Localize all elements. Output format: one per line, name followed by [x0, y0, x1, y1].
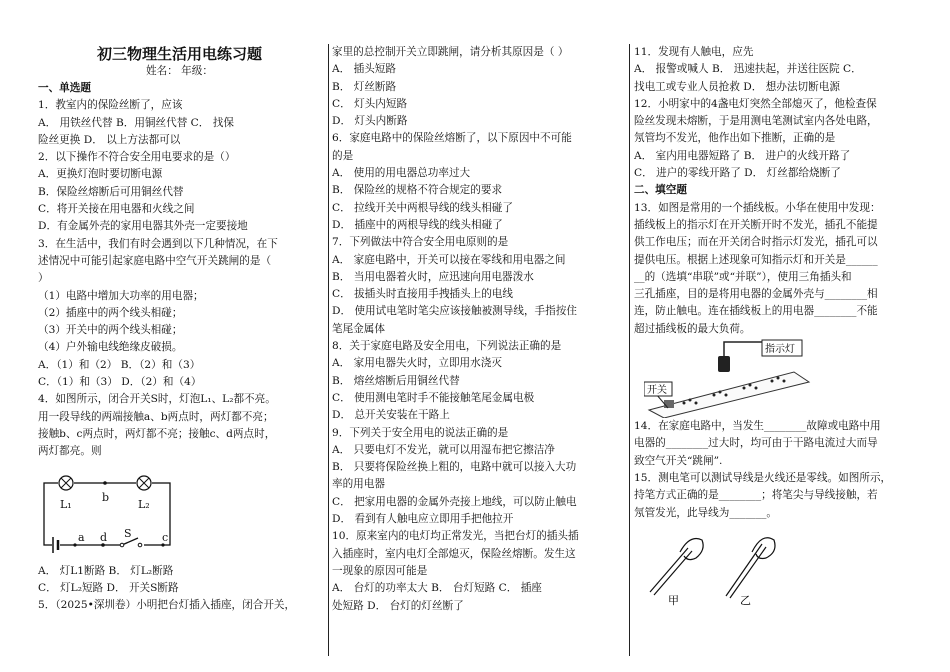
label-jia: 甲	[668, 593, 679, 606]
text-line: C． 进户的零线开路了 D． 灯丝都给烧断了	[634, 167, 841, 180]
section-heading: 一、单选题	[38, 82, 91, 94]
text-line: 3．在生活中，我们有时会遇到以下几种情况，在下	[38, 237, 278, 250]
text-line: C． 拔插头时直接用手拽插头上的电线	[332, 288, 513, 301]
text-line: 险丝更换 D． 以上方法都可以	[38, 133, 181, 146]
text-line: 10．原来室内的电灯均正常发光，当把台灯的插头插	[332, 530, 579, 543]
text-line: 致空气开关“跳闸”.	[634, 454, 723, 467]
text-line: C． 灯头内短路	[332, 97, 408, 110]
text-line: D．有金属外壳的家用电器其外壳一定要接地	[38, 220, 248, 233]
text-line: 13．如图是常用的一个插线板。小华在使用中发现：	[634, 201, 881, 214]
text-line: 持笔方式正确的是________；将笔尖与导线接触，若	[634, 489, 878, 502]
text-line: B． 熔丝熔断后用铜丝代替	[332, 374, 460, 387]
text-line: B． 只要将保险丝换上粗的，电路中就可以接入大功	[332, 461, 577, 474]
text-line: D． 灯头内断路	[332, 115, 408, 128]
column-2	[332, 44, 624, 652]
text-line: 插线板上的指示灯在开关断开时不发光，插孔不能提	[634, 218, 878, 231]
label-l2: L₂	[138, 497, 150, 511]
text-line: A． 台灯的功率太大 B． 台灯短路 C． 插座	[332, 582, 542, 595]
column-3	[634, 44, 922, 652]
text-line: 14．在家庭电路中，当发生________故障或电路中用	[634, 420, 881, 433]
text-line: 率的用电器	[332, 478, 385, 491]
text-line: A． 家庭电路中，开关可以接在零线和用电器之间	[332, 253, 566, 266]
text-line: C． 灯L₂短路 D． 开关S断路	[38, 581, 179, 594]
text-line: C． 使用测电笔时手不能接触笔尾金属电极	[332, 391, 535, 404]
text-line: 6．家庭电路中的保险丝熔断了，以下原因中不可能	[332, 132, 572, 145]
text-line: 笔尾金属体	[332, 322, 385, 335]
text-line: 氖管均不发光，他作出如下推断，正确的是	[634, 132, 836, 145]
text-line: 5．（2025•深圳卷）小明把台灯插入插座，闭合开关，	[38, 599, 296, 612]
text-line: C． 把家用电器的金属外壳接上地线，可以防止触电	[332, 495, 577, 508]
text-line: 险丝发现未熔断，于是用测电笔测试室内各处电路，	[634, 115, 878, 128]
indicator-lamp-icon	[718, 356, 730, 372]
text-line: 9．下列关于安全用电的说法正确的是	[332, 426, 509, 439]
text-line: 7．下列做法中符合安全用电原则的是	[332, 236, 509, 249]
column-divider	[328, 44, 329, 656]
text-line: A． 用铁丝代替 B．用铜丝代替 C． 找保	[38, 116, 234, 129]
text-line: 15．测电笔可以测试导线是火线还是零线。如图所示，	[634, 471, 892, 484]
text-line: 4．如图所示，闭合开关S时，灯泡L₁、L₂都不亮。	[38, 393, 276, 406]
text-line: 11．发现有人触电，应先	[634, 46, 754, 58]
text-line: 接触b、c两点时，两灯都不亮；接触c、d两点时，	[38, 427, 276, 440]
text-line: A． 报警或喊人 B． 迅速扶起，并送往医院 C．	[634, 63, 862, 76]
text-line: 8．关于家庭电路及安全用电，下列说法正确的是	[332, 340, 562, 353]
text-line: __的（选填“串联”或“并联”），使用三角插头和	[634, 270, 852, 283]
text-line: D． 插座中的两根导线的线头相碰了	[332, 218, 503, 231]
text-line: A．（1）和（2） B．（2）和（3）	[38, 358, 201, 371]
text-line: （2）插座中的两个线头相碰；	[38, 306, 183, 319]
label-l1: L₁	[60, 497, 72, 511]
text-line: （4）户外输电线绝缘皮破损。	[38, 341, 183, 354]
text-line: （1）电路中增加大功率的用电器；	[38, 289, 204, 302]
switch-icon	[664, 400, 674, 408]
text-line: D． 看到有人触电应立即用手把他拉开	[332, 513, 514, 526]
text-line: B． 当用电器着火时，应迅速向用电器泼水	[332, 270, 534, 283]
power-strip-figure	[644, 338, 814, 418]
text-line: 供工作电压；而在开关闭合时指示灯发光，插孔可以	[634, 236, 878, 249]
text-line: 两灯都亮。则	[38, 445, 102, 458]
circuit-diagram	[38, 461, 178, 563]
label-switch: 开关	[647, 385, 667, 397]
text-line: B．保险丝熔断后可用铜丝代替	[38, 185, 184, 198]
text-line: B． 保险丝的规格不符合规定的要求	[332, 184, 503, 197]
text-line: ）	[38, 272, 49, 285]
text-line: A． 室内用电器短路了 B． 进户的火线开路了	[634, 149, 851, 162]
label-c: c	[162, 530, 169, 544]
text-line: 找电工或专业人员抢救 D． 想办法切断电源	[634, 80, 840, 93]
text-line: 三孔插座，目的是将用电器的金属外壳与________相	[634, 288, 878, 301]
text-line: A． 家用电器失火时，立即用水浇灭	[332, 357, 502, 370]
text-line: 12．小明家中的4盏电灯突然全部熄灭了，他检查保	[634, 97, 877, 110]
text-line: 2．以下操作不符合安全用电要求的是（）	[38, 151, 236, 164]
text-line: 处短路 D． 台灯的灯丝断了	[332, 599, 464, 612]
text-line: A． 只要电灯不发光，就可以用湿布把它擦洁净	[332, 443, 555, 456]
label-s: S	[124, 526, 132, 540]
label-yi: 乙	[740, 593, 751, 606]
text-line: C．将开关接在用电器和火线之间	[38, 203, 195, 216]
text-line: A． 插头短路	[332, 63, 396, 76]
text-line: 一现象的原因可能是	[332, 564, 428, 577]
text-line: D． 总开关安装在干路上	[332, 409, 450, 422]
label-b: b	[102, 490, 110, 504]
text-line: （3）开关中的两个线头相碰；	[38, 324, 183, 337]
text-line: A． 灯L1断路 B． 灯L₂断路	[38, 564, 174, 577]
label-indicator: 指示灯	[765, 344, 795, 356]
text-line: B． 灯丝断路	[332, 80, 397, 93]
column-divider	[629, 44, 630, 656]
text-line: C． 拉线开关中两根导线的线头相碰了	[332, 201, 513, 214]
page-title: 初三物理生活用电练习题	[96, 45, 262, 63]
text-line: 入插座时，室内电灯全部熄灭，保险丝熔断。发生这	[332, 547, 576, 560]
text-line: 家里的总控制开关立即跳闸，请分析其原因是（ ）	[332, 46, 569, 58]
text-line: C．（1）和（3） D．（2）和（4）	[38, 376, 202, 389]
text-line: 氖管发光，此导线为_______。	[634, 506, 778, 519]
section-heading: 二、填空题	[634, 184, 687, 197]
label-d: d	[100, 530, 108, 544]
text-line: A．更换灯泡时要切断电源	[38, 168, 163, 181]
text-line: 提供电压。根据上述现象可知指示灯和开关是______	[634, 253, 878, 266]
name-grade-line: 姓名： 年级：	[146, 65, 213, 77]
label-a: a	[78, 530, 85, 544]
column-1	[38, 80, 321, 614]
text-line: 用一段导线的两端接触a、b两点时，两灯都不亮；	[38, 410, 274, 423]
text-line: 连，防止触电。连在插线板上的用电器________不能	[634, 305, 878, 318]
test-pen-figure	[640, 522, 790, 606]
text-line: 超过插线板的最大负荷。	[634, 322, 751, 335]
text-line: 1．教室内的保险丝断了，应该	[38, 99, 183, 112]
text-line: 述情况中可能引起家庭电路中空气开关跳闸的是（	[38, 254, 272, 267]
text-line: 的是	[332, 149, 354, 162]
text-line: D． 使用试电笔时笔尖应该接触被测导线，手指按住	[332, 305, 577, 318]
text-line: A． 使用的用电器总功率过大	[332, 167, 471, 180]
text-line: 电器的________过大时，均可由于干路电流过大而导	[634, 437, 878, 450]
